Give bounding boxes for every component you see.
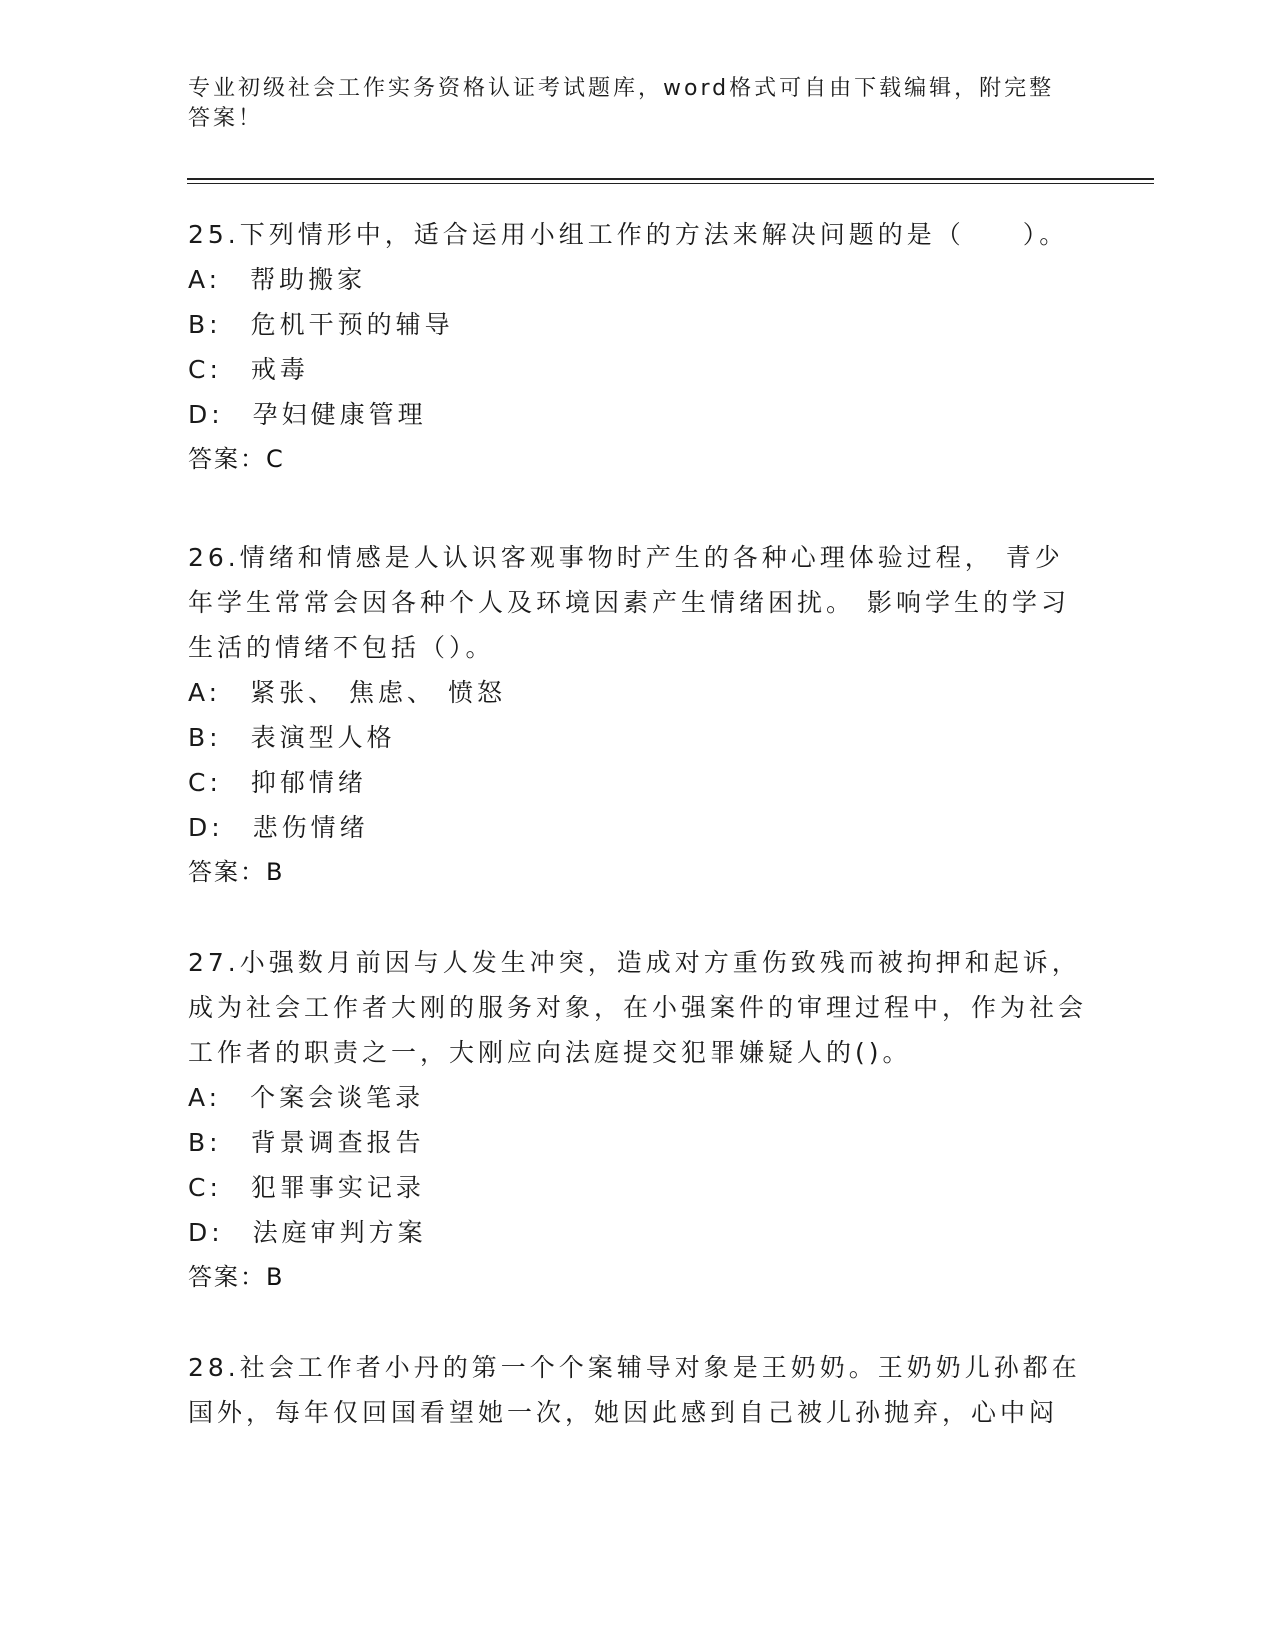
header-text: 专业初级社会工作实务资格认证考试题库，word格式可自由下载编辑，附完整答案！ (188, 76, 1055, 131)
question-stem: 25.下列情形中，适合运用小组工作的方法来解决问题的是（ ）。 (188, 220, 1069, 249)
option-a: A: 紧张、 焦虑、 愤怒 (188, 678, 506, 707)
header-divider-thin (187, 183, 1154, 184)
option-c: C: 戒毒 (188, 355, 309, 384)
answer: 答案：C (188, 445, 285, 473)
answer: 答案：B (188, 858, 285, 886)
option-d: D: 孕妇健康管理 (188, 400, 427, 429)
header-divider (187, 178, 1154, 180)
question-27 (188, 940, 1088, 1300)
question-stem: 27.小强数月前因与人发生冲突，造成对方重伤致残而被拘押和起诉，成为社会工作者大刚的服务对象，在小强案件的审理过程中，作为社会工作者的职责之一，大刚应向法庭提交犯罪嫌疑人的()。 (188, 948, 1088, 1067)
question-28 (188, 1345, 1088, 1435)
option-a: A: 帮助搬家 (188, 265, 367, 294)
option-d: D: 悲伤情绪 (188, 813, 369, 842)
question-26 (188, 535, 1088, 895)
option-b: B: 危机干预的辅导 (188, 310, 454, 339)
option-c: C: 抑郁情绪 (188, 768, 367, 797)
option-a: A: 个案会谈笔录 (188, 1083, 425, 1112)
option-b: B: 背景调查报告 (188, 1128, 425, 1157)
question-25 (188, 212, 1088, 482)
document-header (188, 74, 1068, 134)
answer: 答案：B (188, 1263, 285, 1291)
question-stem: 26.情绪和情感是人认识客观事物时产生的各种心理体验过程， 青少年学生常常会因各种个人及环境因素产生情绪困扰。 影响学生的学习生活的情绪不包括（）。 (188, 543, 1070, 662)
option-d: D: 法庭审判方案 (188, 1218, 427, 1247)
question-stem: 28.社会工作者小丹的第一个个案辅导对象是王奶奶。王奶奶儿孙都在国外，每年仅回国看望她一次，她因此感到自己被儿孙抛弃，心中闷 (188, 1353, 1081, 1427)
option-c: C: 犯罪事实记录 (188, 1173, 425, 1202)
option-b: B: 表演型人格 (188, 723, 396, 752)
